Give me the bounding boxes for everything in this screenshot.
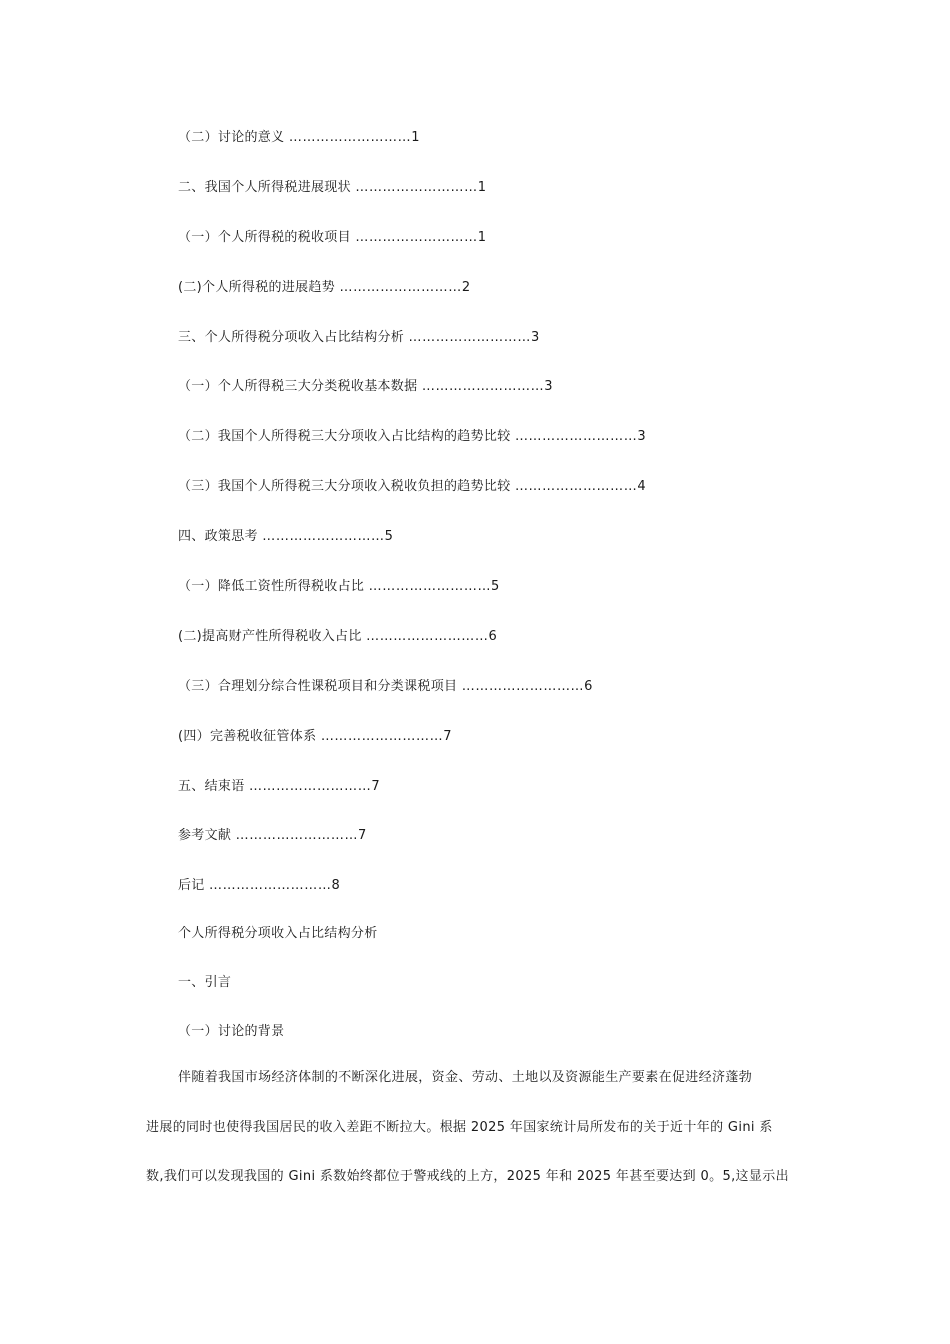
toc-entry-dots: ………………………: [320, 728, 444, 744]
toc-entry-dots: ………………………: [421, 379, 545, 395]
toc-entry[interactable]: [178, 824, 818, 848]
toc-entry-dots: ………………………: [461, 678, 585, 694]
toc-entry[interactable]: [178, 675, 818, 699]
toc-entry-label: （三）合理划分综合性课税项目和分类课税项目: [178, 678, 458, 694]
toc-entry[interactable]: [178, 475, 818, 499]
toc-entry[interactable]: [178, 874, 818, 898]
toc-entry-page: 1: [477, 179, 487, 195]
toc-entry-page: 3: [530, 329, 540, 345]
toc-entry-page: 2: [461, 279, 471, 295]
toc-entry-page: 1: [477, 229, 487, 245]
toc-entry-dots: ………………………: [288, 130, 412, 145]
section-heading: 一、引言: [178, 975, 232, 990]
toc-entry[interactable]: [178, 226, 818, 250]
toc-entry-page: 6: [488, 628, 498, 644]
toc-entry-label: (二)提高财产性所得税收入占比: [178, 628, 362, 644]
toc-entry-page: 6: [584, 678, 593, 694]
toc-entry-dots: ………………………: [366, 628, 489, 644]
toc-entry-page: 7: [358, 828, 367, 844]
toc-entry-label: （二）我国个人所得税三大分项收入占比结构的趋势比较: [178, 429, 511, 445]
toc-entry-page: 8: [331, 878, 341, 894]
toc-entry[interactable]: [178, 425, 818, 449]
toc-entry[interactable]: [178, 625, 818, 649]
toc-entry[interactable]: [178, 375, 818, 399]
toc-entry-dots: ………………………: [209, 878, 332, 894]
toc-entry-label: (二)个人所得税的进展趋势: [178, 279, 336, 295]
toc-entry-label: 参考文献: [178, 828, 232, 844]
toc-entry-dots: ………………………: [514, 479, 638, 495]
toc-entry-page: 3: [637, 429, 646, 445]
toc-entry-label: 四、政策思考: [178, 529, 258, 545]
paragraph-line: 进展的同时也使得我国居民的收入差距不断拉大。根据 2025 年国家统计局所发布的关于近十年的 Gini 系: [146, 1119, 773, 1135]
toc-entry-dots: ………………………: [339, 279, 462, 295]
table-of-contents: [178, 126, 818, 924]
toc-entry-label: 三、个人所得税分项收入占比结构分析: [178, 329, 405, 345]
toc-entry-page: 5: [491, 579, 500, 595]
subsection-heading: （一）讨论的背景: [178, 1024, 285, 1039]
toc-entry-label: (四）完善税收征管体系: [178, 728, 317, 744]
toc-entry-dots: ………………………: [514, 429, 638, 445]
toc-entry-label: 五、结束语: [178, 778, 245, 794]
toc-entry-dots: ………………………: [262, 529, 385, 545]
toc-entry-page: 1: [411, 130, 420, 145]
toc-entry-label: （一）个人所得税的税收项目: [178, 229, 351, 245]
toc-entry-label: （一）降低工资性所得税收占比: [178, 579, 365, 595]
toc-entry[interactable]: [178, 126, 818, 150]
toc-entry-dots: ………………………: [408, 329, 531, 345]
toc-entry-label: （二）讨论的意义: [178, 130, 285, 145]
toc-entry-page: 4: [637, 479, 646, 495]
toc-entry[interactable]: [178, 276, 818, 300]
toc-entry-dots: ………………………: [368, 579, 492, 595]
toc-entry-label: 二、我国个人所得税进展现状: [178, 179, 351, 195]
paragraph-line: 伴随着我国市场经济体制的不断深化进展，资金、劳动、土地以及资源能生产要素在促进经济蓬勃: [178, 1070, 753, 1085]
toc-entry[interactable]: [178, 725, 818, 749]
body-paragraph: [146, 1066, 808, 1215]
toc-entry-page: 7: [371, 778, 380, 794]
toc-entry-page: 5: [384, 529, 394, 545]
paragraph-line: 数,我们可以发现我国的 Gini 系数始终都位于警戒线的上方，2025 年和 2025 年甚至要达到 0。5,这显示出: [146, 1169, 789, 1184]
toc-entry-label: （三）我国个人所得税三大分项收入税收负担的趋势比较: [178, 479, 511, 495]
toc-entry-dots: ………………………: [355, 229, 478, 245]
article-title: 个人所得税分项收入占比结构分析: [178, 926, 378, 941]
toc-entry[interactable]: [178, 575, 818, 599]
toc-entry-dots: ………………………: [235, 828, 359, 844]
toc-entry-dots: ………………………: [355, 179, 478, 195]
toc-entry[interactable]: [178, 176, 818, 200]
toc-entry-page: 3: [544, 379, 553, 395]
toc-entry-page: 7: [443, 728, 452, 744]
toc-entry[interactable]: [178, 775, 818, 799]
toc-entry-label: 后记: [178, 878, 205, 894]
toc-entry-dots: ………………………: [248, 778, 372, 794]
toc-entry-label: （一）个人所得税三大分类税收基本数据: [178, 379, 418, 395]
toc-entry[interactable]: [178, 326, 818, 350]
toc-entry[interactable]: [178, 525, 818, 549]
